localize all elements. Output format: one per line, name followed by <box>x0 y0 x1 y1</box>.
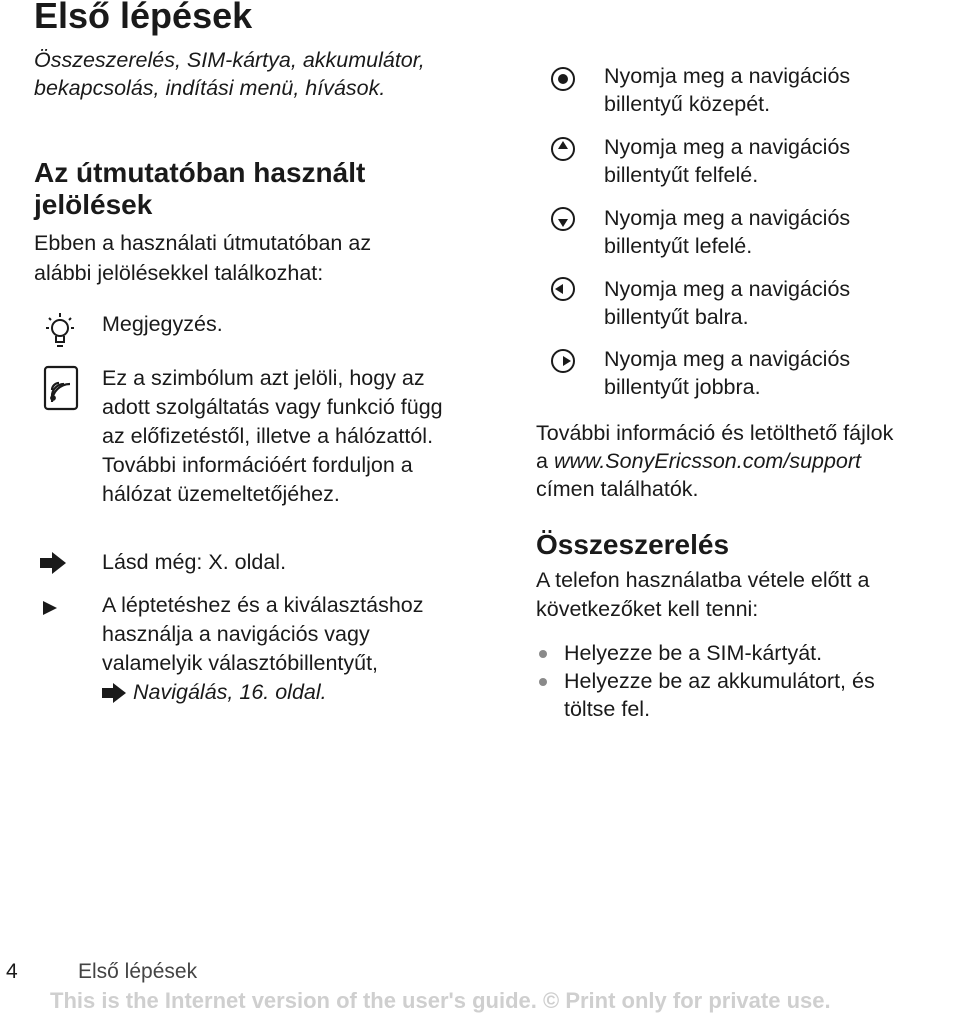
section-heading-notation: Az útmutatóban használt jelölések <box>34 157 366 220</box>
nav-center-line1: Nyomja meg a navigációs <box>604 64 851 88</box>
triangle-pointer-icon <box>42 600 58 616</box>
nav-left-icon <box>550 276 576 302</box>
symbol-note-text: Megjegyzés. <box>102 312 223 336</box>
nav-up-icon <box>550 136 576 162</box>
section-heading-assembly: Összeszerelés <box>536 529 730 560</box>
more-info-line3: címen találhatók. <box>536 477 699 501</box>
nav-left-line2: billentyűt balra. <box>604 305 749 329</box>
more-info-line1: További információ és letölthető fájlok <box>536 421 894 445</box>
nav-center-line2: billentyű közepét. <box>604 92 771 116</box>
nav-center-icon <box>550 66 576 92</box>
bullet-dot <box>539 678 547 686</box>
footer-section-name: Első lépések <box>78 960 198 983</box>
symbol-operator-text: Ez a szimbólum azt jelöli, hogy az adott szolgáltatás vagy funkció függ az előfizetéstől, illetve a hálózattól. További információért forduljon a hálózat üzemeltetőjéhez. <box>102 366 443 506</box>
nav-left-line1: Nyomja meg a navigációs <box>604 277 851 301</box>
nav-down-line1: Nyomja meg a navigációs <box>604 206 851 230</box>
page-title: Első lépések <box>34 0 253 36</box>
see-also-arrow-icon <box>40 552 66 574</box>
nav-up-line1: Nyomja meg a navigációs <box>604 135 851 159</box>
page-number: 4 <box>6 960 18 983</box>
section-intro-text: Ebben a használati útmutatóban az alábbi jelölésekkel találkozhat: <box>34 231 372 285</box>
intro-text: Összeszerelés, SIM-kártya, akkumulátor, bekapcsolás, indítási menü, hívások. <box>34 48 425 100</box>
assembly-bullet-1: Helyezze be a SIM-kártyát. <box>564 641 823 665</box>
more-info-prefix: a <box>536 449 554 473</box>
nav-up-line2: billentyűt felfelé. <box>604 163 759 187</box>
nav-down-line2: billentyűt lefelé. <box>604 234 753 258</box>
see-also-arrow-icon <box>102 683 126 703</box>
more-info-line2 <box>536 447 861 475</box>
nav-right-line1: Nyomja meg a navigációs <box>604 347 851 371</box>
assembly-intro-text: A telefon használatba vétele előtt a következőket kell tenni: <box>536 568 870 621</box>
nav-right-icon <box>550 348 576 374</box>
lightbulb-icon <box>40 310 80 352</box>
operator-service-icon <box>42 364 82 412</box>
assembly-bullet-2: Helyezze be az akkumulátort, és töltse fel. <box>564 669 875 721</box>
nav-down-icon <box>550 206 576 232</box>
navigation-reference-link[interactable]: Navigálás, 16. oldal. <box>133 680 327 704</box>
symbol-see-also-text: Lásd még: X. oldal. <box>102 550 287 574</box>
footer-watermark-note: This is the Internet version of the user's guide. © Print only for private use. <box>50 988 831 1013</box>
nav-right-line2: billentyűt jobbra. <box>604 375 761 399</box>
symbol-navigation-text: A léptetéshez és a kiválasztáshoz használja a navigációs vagy valamelyik választóbillentyűt, <box>102 593 424 675</box>
support-url-link[interactable]: www.SonyEricsson.com/support <box>553 449 862 473</box>
bullet-dot <box>539 650 547 658</box>
